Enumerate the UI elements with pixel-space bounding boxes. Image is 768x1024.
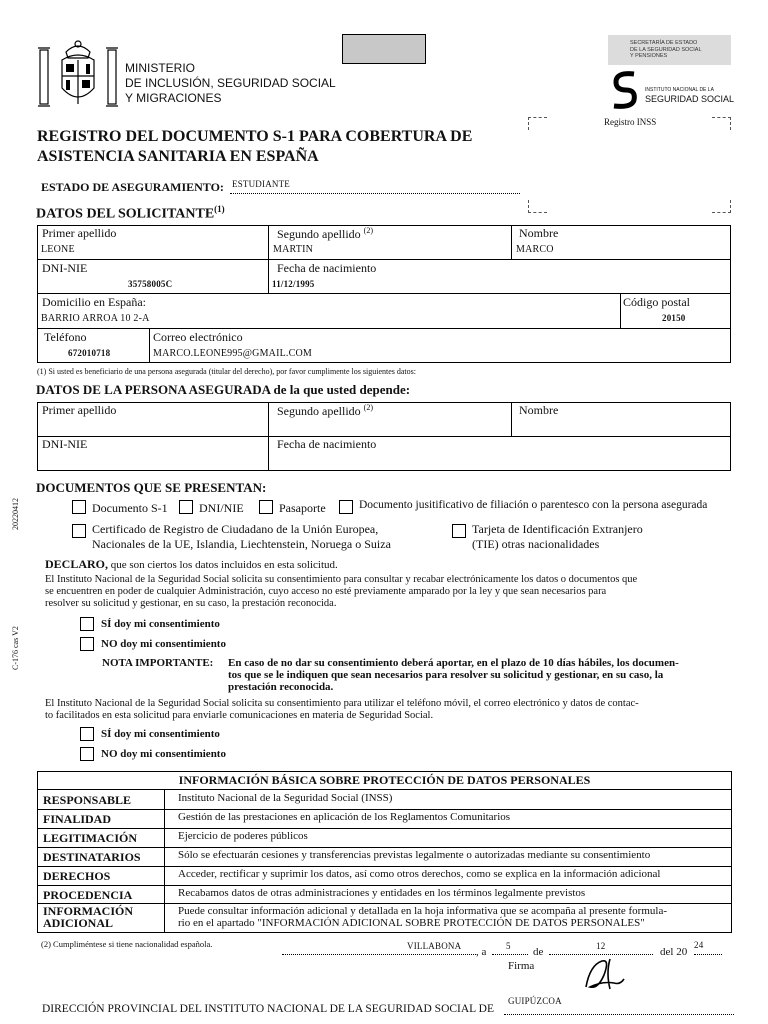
solicitante-table	[37, 225, 731, 363]
solicitante-heading: DATOS DEL SOLICITANTE$^{(1)}$	[36, 204, 225, 222]
asegurada-segundo-apellido-label: Segundo apellido $^{(2)}$	[277, 403, 373, 418]
fecha-nacimiento-field[interactable]: 11/12/1995	[272, 279, 315, 289]
ministry-name: MINISTERIO DE INCLUSIÓN, SEGURIDAD SOCIAL Y MIGRACIONES	[125, 61, 336, 105]
dni-label: DNI-NIE	[42, 261, 88, 275]
domicilio-label: Domicilio en España:	[42, 295, 146, 309]
del-text: del 20	[660, 946, 688, 958]
consent2-no-label: NO doy mi consentimiento	[101, 748, 226, 760]
anio-field[interactable]: 24	[694, 940, 704, 950]
documentos-heading: DOCUMENTOS QUE SE PRESENTAN:	[36, 480, 267, 495]
nombre-field[interactable]: MARCO	[516, 244, 554, 255]
telefono-field[interactable]: 672010718	[68, 348, 111, 358]
proteccion-row-divider	[37, 809, 732, 810]
note-1: (1) Si usted es beneficiario de una persona asegurada (titular del derecho), por favor cumplimente los siguientes datos:	[37, 367, 416, 376]
nota-importante-text: En caso de no dar su consentimiento deberá aportar, en el plazo de 10 días hábiles, los documen- tos que se le indiquen que sean necesarios para resolver su solicitud y gestionar, en su caso, la prestación reconocida.	[228, 657, 679, 693]
note-2: (2) Cumpliméntese si tiene nacionalidad española.	[41, 939, 213, 949]
barcode-box	[342, 34, 426, 64]
proteccion-row-divider	[37, 847, 732, 848]
a-text: , a	[476, 946, 487, 958]
estado-value[interactable]: ESTUDIANTE	[232, 179, 290, 189]
asegurada-dni-label: DNI-NIE	[42, 437, 88, 451]
adicional-text: Puede consultar información adicional y detallada en la hoja informativa que se acompaña al presente formula- rio en el apartado "INFORMACIÓN ADICIONAL SOBRE PROTECCIÓN DE DATOS PERSONALES"	[178, 905, 668, 929]
registro-inss-label: Registro INSS	[604, 117, 657, 127]
secretaria-banner: SECRETARÍA DE ESTADO DE LA SEGURIDAD SOCIAL Y PENSIONES	[608, 35, 731, 65]
direccion-label: DIRECCIÓN PROVINCIAL DEL INSTITUTO NACIONAL DE LA SEGURIDAD SOCIAL DE	[42, 1003, 494, 1015]
inss-logo-icon	[610, 70, 640, 110]
estado-line	[230, 193, 520, 194]
proteccion-row-label: RESPONSABLE	[43, 793, 132, 807]
consent1-si-label: SÍ doy mi consentimiento	[101, 618, 220, 630]
pasaporte-checkbox[interactable]	[259, 500, 273, 514]
de-text: de	[533, 946, 544, 958]
certificado-checkbox[interactable]	[72, 524, 86, 538]
asegurada-nombre-label: Nombre	[519, 403, 559, 417]
consent2-paragraph: El Instituto Nacional de la Seguridad Social solicita su consentimiento para utilizar el teléfono móvil, el correo electrónico y datos de contac- to facilitados en esta solicitud para enviarle comunicaciones en materia de Seguridad Social.	[45, 698, 639, 721]
dia-field[interactable]: 5	[506, 941, 511, 951]
codigo-postal-label: Código postal	[623, 295, 691, 309]
correo-field[interactable]: MARCO.LEONE995@GMAIL.COM	[153, 348, 313, 359]
firma-label: Firma	[508, 960, 535, 972]
dia-line	[492, 954, 528, 955]
asegurada-fecha-label: Fecha de nacimiento	[277, 437, 377, 451]
segundo-apellido-label: Segundo apellido $^{(2)}$	[277, 226, 373, 241]
registro-corner	[528, 117, 547, 130]
signature-icon[interactable]	[580, 955, 636, 993]
primer-apellido-label: Primer apellido	[42, 226, 117, 240]
proteccion-row-divider	[37, 885, 732, 886]
filiacion-checkbox[interactable]	[339, 500, 353, 514]
consent1-si-checkbox[interactable]	[80, 617, 94, 631]
tie-label: Tarjeta de Identificación Extranjero (TIE) otras nacionalidades	[472, 522, 643, 551]
pasaporte-label: Pasaporte	[279, 501, 326, 515]
declaro-text: DECLARO, que son ciertos los datos incluidos en esta solicitud.	[45, 557, 338, 571]
consent2-si-checkbox[interactable]	[80, 727, 94, 741]
proteccion-row-label: LEGITIMACIÓN	[43, 831, 138, 845]
certificado-label: Certificado de Registro de Ciudadano de la Unión Europea, Nacionales de la UE, Islandia, Liechtenstein, Noruega o Suiza	[92, 522, 391, 551]
consent2-no-checkbox[interactable]	[80, 747, 94, 761]
nombre-label: Nombre	[519, 226, 559, 240]
proteccion-row-divider	[37, 866, 732, 867]
estado-label: ESTADO DE ASEGURAMIENTO:	[41, 180, 224, 194]
telefono-label: Teléfono	[44, 330, 87, 344]
primer-apellido-field[interactable]: LEONE	[41, 244, 75, 255]
proteccion-row-label: DERECHOS	[43, 869, 111, 883]
asegurada-heading: DATOS DE LA PERSONA ASEGURADA de la que usted depende:	[36, 382, 411, 397]
documento-s1-label: Documento S-1	[92, 501, 168, 515]
proteccion-row-text: Instituto Nacional de la Seguridad Social (INSS)	[178, 792, 393, 804]
document-title: REGISTRO DEL DOCUMENTO S-1 PARA COBERTURA DE ASISTENCIA SANITARIA EN ESPAÑA	[37, 128, 473, 165]
proteccion-row-text: Acceder, rectificar y suprimir los datos, así como otros derechos, como se explica en la información adicional	[178, 868, 661, 880]
registro-corner	[712, 200, 731, 213]
proteccion-row-label: FINALIDAD	[43, 812, 112, 826]
proteccion-row-text: Ejercicio de poderes públicos	[178, 830, 308, 842]
inss-name: INSTITUTO NACIONAL DE LA SEGURIDAD SOCIAL	[645, 87, 735, 104]
proteccion-heading: INFORMACIÓN BÁSICA SOBRE PROTECCIÓN DE DATOS PERSONALES	[178, 773, 591, 787]
dni-field[interactable]: 35758005C	[128, 279, 173, 289]
adicional-label: INFORMACIÓN ADICIONAL	[43, 904, 133, 930]
consent1-paragraph: El Instituto Nacional de la Seguridad Social solicita su consentimiento para consultar y recabar electrónicamente los datos o documentos que se encuentren en poder de cualquier Administración, cuyo acceso no esté previamente amparado por la ley y que sean necesarios para resolver su solicitud y gestionar, en su caso, la prestación reconocida.	[45, 574, 638, 609]
domicilio-field[interactable]: BARRIO ARROA 10 2-A	[41, 313, 150, 324]
consent1-no-label: NO doy mi consentimiento	[101, 638, 226, 650]
coat-of-arms-icon	[36, 38, 120, 112]
proteccion-row-text: Recabamos datos de otras administraciones y entidades en los términos legalmente previstos	[178, 887, 586, 899]
proteccion-row-text: Sólo se efectuarán cesiones y transferencias previstas legalmente o autorizadas mediante su consentimiento	[178, 849, 651, 861]
documento-s1-checkbox[interactable]	[72, 500, 86, 514]
side-code-bottom: C-176 cas V2	[11, 626, 20, 670]
proteccion-row-label: PROCEDENCIA	[43, 888, 133, 902]
direccion-field[interactable]: GUIPÚZCOA	[508, 996, 562, 1006]
dni-nie-label: DNI/NIE	[199, 501, 244, 515]
tie-checkbox[interactable]	[452, 524, 466, 538]
proteccion-row-text: Gestión de las prestaciones en aplicación de los Reglamentos Comunitarios	[178, 811, 511, 823]
anio-line	[694, 954, 722, 955]
proteccion-row-divider	[37, 828, 732, 829]
dni-nie-checkbox[interactable]	[179, 500, 193, 514]
asegurada-primer-apellido-label: Primer apellido	[42, 403, 117, 417]
direccion-line	[504, 1014, 734, 1015]
mes-field[interactable]: 12	[596, 941, 606, 951]
correo-label: Correo electrónico	[153, 330, 243, 344]
codigo-postal-field[interactable]: 20150	[662, 313, 686, 323]
consent2-si-label: SÍ doy mi consentimiento	[101, 728, 220, 740]
registro-corner	[712, 117, 731, 130]
registro-corner	[528, 200, 547, 213]
lugar-line	[282, 954, 476, 955]
consent1-no-checkbox[interactable]	[80, 637, 94, 651]
segundo-apellido-field[interactable]: MARTIN	[273, 244, 314, 255]
nota-importante-label: NOTA IMPORTANTE:	[102, 657, 214, 669]
side-code-top: 20220412	[11, 498, 20, 530]
lugar-field[interactable]: VILLABONA	[407, 941, 462, 951]
proteccion-row-label: DESTINATARIOS	[43, 850, 141, 864]
filiacion-label: Documento jusitificativo de filiación o parentesco con la persona asegurada	[359, 499, 708, 511]
fecha-nacimiento-label: Fecha de nacimiento	[277, 261, 377, 275]
